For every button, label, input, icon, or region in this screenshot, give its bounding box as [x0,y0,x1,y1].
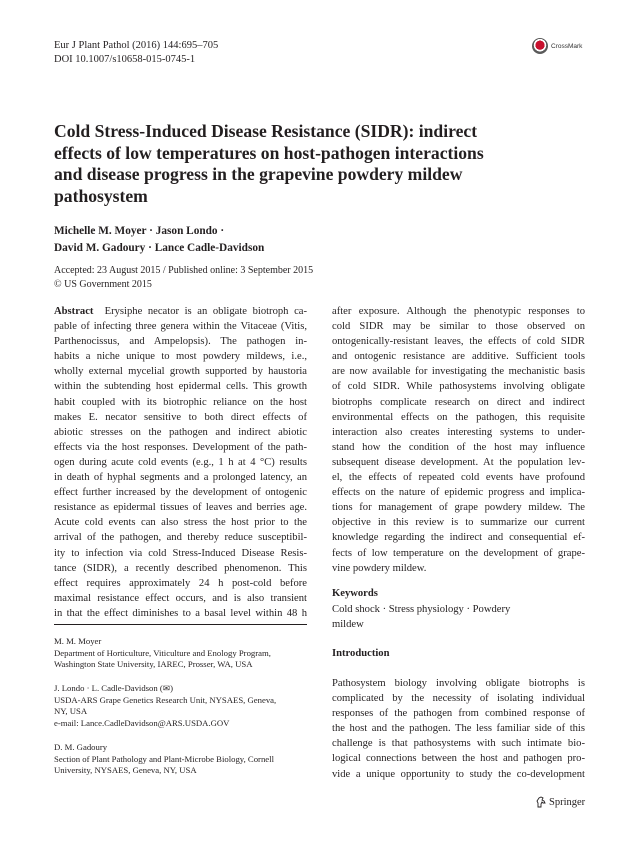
author-list [54,223,264,256]
keywords-line: Keywords Cold shock · Stress physiology · Powdery [332,588,511,615]
abstract-right-column [332,304,585,576]
keywords [332,586,585,633]
springer-horse-icon [536,796,546,808]
abstract-line: stand how the condition of the host may influence [332,441,585,453]
abstract-line: ontogenically-resistant leaves, the effects of cold SIDR [332,336,585,348]
section-heading-introduction: Introduction [332,648,390,659]
title-line: Cold Stress-Induced Disease Resistance (SIDR): indirect [54,121,478,141]
affiliation-line: Section of Plant Pathology and Plant-Microbe Biology, Cornell [54,753,274,764]
abstract-line: and ontogenic resistance are additive. Sufficient tools [332,351,585,363]
journal-header [54,39,218,67]
abstract-label: Abstract [54,306,94,317]
abstract-line: el, the effects of repeated cold events have profound [332,472,585,484]
abstract-line: cold SIDR may be similar to those observed on [332,321,585,333]
affiliation-line: NY, USA [54,706,88,716]
author-line: Michelle M. Moyer · Jason Londo · [54,225,225,237]
abstract-line: Acute cold events can also stress the host prior to the [54,517,307,529]
introduction-body [332,676,585,782]
author-line: David M. Gadoury · Lance Cadle-Davidson [54,241,265,254]
abstract-line: effect further increased by the development of ontogenic [54,487,307,499]
abstract-line: of cold SIDR. While pathosystems involving obligate [332,381,585,393]
abstract-line: objective in this review is to summarize our current [332,517,585,529]
crossmark-label: CrossMark [551,42,583,50]
affiliation-author: J. Londo · L. Cadle-Davidson (✉) [54,683,173,693]
abstract-line: effects on the nature of epidemic progress and implica- [332,487,585,499]
abstract-line: biotrophs complicate research on direct and indirect [332,396,585,408]
abstract-line: effects via the host responses. Development of the path- [54,441,307,453]
intro-line: logical connections between the host and pathogen pro- [332,753,585,765]
abstract-line: after exposure. Although the phenotypic responses to [332,306,585,317]
abstract-line: are now available for investigating the mechanistic basis [332,366,585,378]
dates-line: Accepted: 23 August 2015 / Published online: 3 September 2015 [54,265,314,276]
abstract-line: abiotic stresses on the pathogen and indirect abiotic [54,426,307,438]
title-line: pathosystem [54,185,148,206]
abstract-line: fects of low temperature on the development of grape- [332,547,585,559]
abstract-line: vine powdery mildew. [332,562,427,574]
publisher-name: Springer [549,796,586,808]
affiliation-line: USDA-ARS Grape Genetics Research Unit, NYSAES, Geneva, [54,694,277,705]
abstract-line: makes E. necator sensitive to both direct effects of [54,411,307,423]
abstract-line: ity to infection via cold Stress-Induced Disease Resis- [54,547,307,559]
abstract-line: wholly external mycelial growth supported by haustoria [54,366,307,378]
affiliation-line: Department of Horticulture, Viticulture and Enology Program, [54,647,271,658]
intro-line: complicated by the necessity of isolating individual [332,693,585,705]
affiliation-block [54,636,271,671]
affiliation-block [54,683,276,729]
intro-line: Pathosystem biology involving obligate biotrophs is [332,678,585,689]
publisher-footer [536,796,585,808]
abstract-line: effect requires approximately 24 h post-cold before [54,577,307,589]
crossmark-icon [532,38,548,54]
abstract-line: in that the effect diminishes to a basal level within 48 h [54,607,307,619]
abstract-line: arrival of the pathogen, and thereby reduce susceptibil- [54,532,307,544]
affiliation-author: M. M. Moyer [54,636,102,646]
affiliation-block [54,742,274,777]
abstract-line: within the subtending host epidermal cells. This growth [54,381,307,393]
abstract-line: ogen during acute cold events (e.g., 1 h at 4 °C) results [54,456,307,468]
keywords-label: Keywords [332,588,378,599]
article-title [54,121,524,207]
abstract-line: subsequent disease development. At the population lev- [332,456,585,468]
footnote-divider [54,624,307,625]
intro-line: the host and the pathogen. The less familiar side of this [332,723,585,735]
keywords-line: mildew [332,619,364,630]
intro-line: responses of the pathogen from combined response of [332,708,585,720]
abstract-left-column [54,304,307,621]
email-link[interactable]: e-mail: Lance.CadleDavidson@ARS.USDA.GOV [54,717,230,728]
title-line: effects of low temperatures on host-pathogen interactions [54,142,484,163]
doi[interactable]: DOI 10.1007/s10658-015-0745-1 [54,54,196,65]
abstract-line: pable of infecting three genera within the Vitaceae (Vitis, [54,321,307,333]
intro-line: challenge is that pathosystems with such intimate bio- [332,738,585,750]
abstract-line: maximal resistance effect occurs, and is also transient [54,592,307,604]
intro-line: vide a unique opportunity to study the co-development [332,768,585,780]
affiliation-line: University, NYSAES, Geneva, NY, USA [54,765,197,775]
affiliation-author: D. M. Gadoury [54,742,108,752]
title-line: and disease progress in the grapevine powdery mildew [54,164,463,184]
journal-citation: Eur J Plant Pathol (2016) 144:695–705 [54,40,219,51]
abstract-line: resistance as epidermal tissues of leaves and berries age. [54,502,307,514]
abstract-line: habit coupled with its biotrophic reliance on the host [54,396,307,408]
abstract-line: Parthenocissus, and Ampelopsis). The pathogen in- [54,336,307,348]
crossmark-badge[interactable] [532,38,582,54]
publication-dates [54,264,313,291]
abstract-line: habits a niche unique to most powdery mildews, i.e., [54,351,307,363]
abstract-line: tions for management of grape powdery mildew. The [332,502,585,514]
abstract-line: Abstract Erysiphe necator is an obligate biotroph ca- [54,306,307,317]
affiliation-line: Washington State University, IAREC, Prosser, WA, USA [54,659,253,669]
abstract-line: in death of hyphal segments and a prolonged latency, an [54,472,307,484]
abstract-line: interaction also creates interesting systems to under- [332,426,585,438]
abstract-line: environmental effects on the pathogen, this requisite [332,411,585,423]
abstract-line: knowledge regarding the indirect and consequential ef- [332,532,585,544]
copyright-line: © US Government 2015 [54,278,152,290]
abstract-line: tance (SIDR), a recently described phenomenon. This [54,562,307,574]
